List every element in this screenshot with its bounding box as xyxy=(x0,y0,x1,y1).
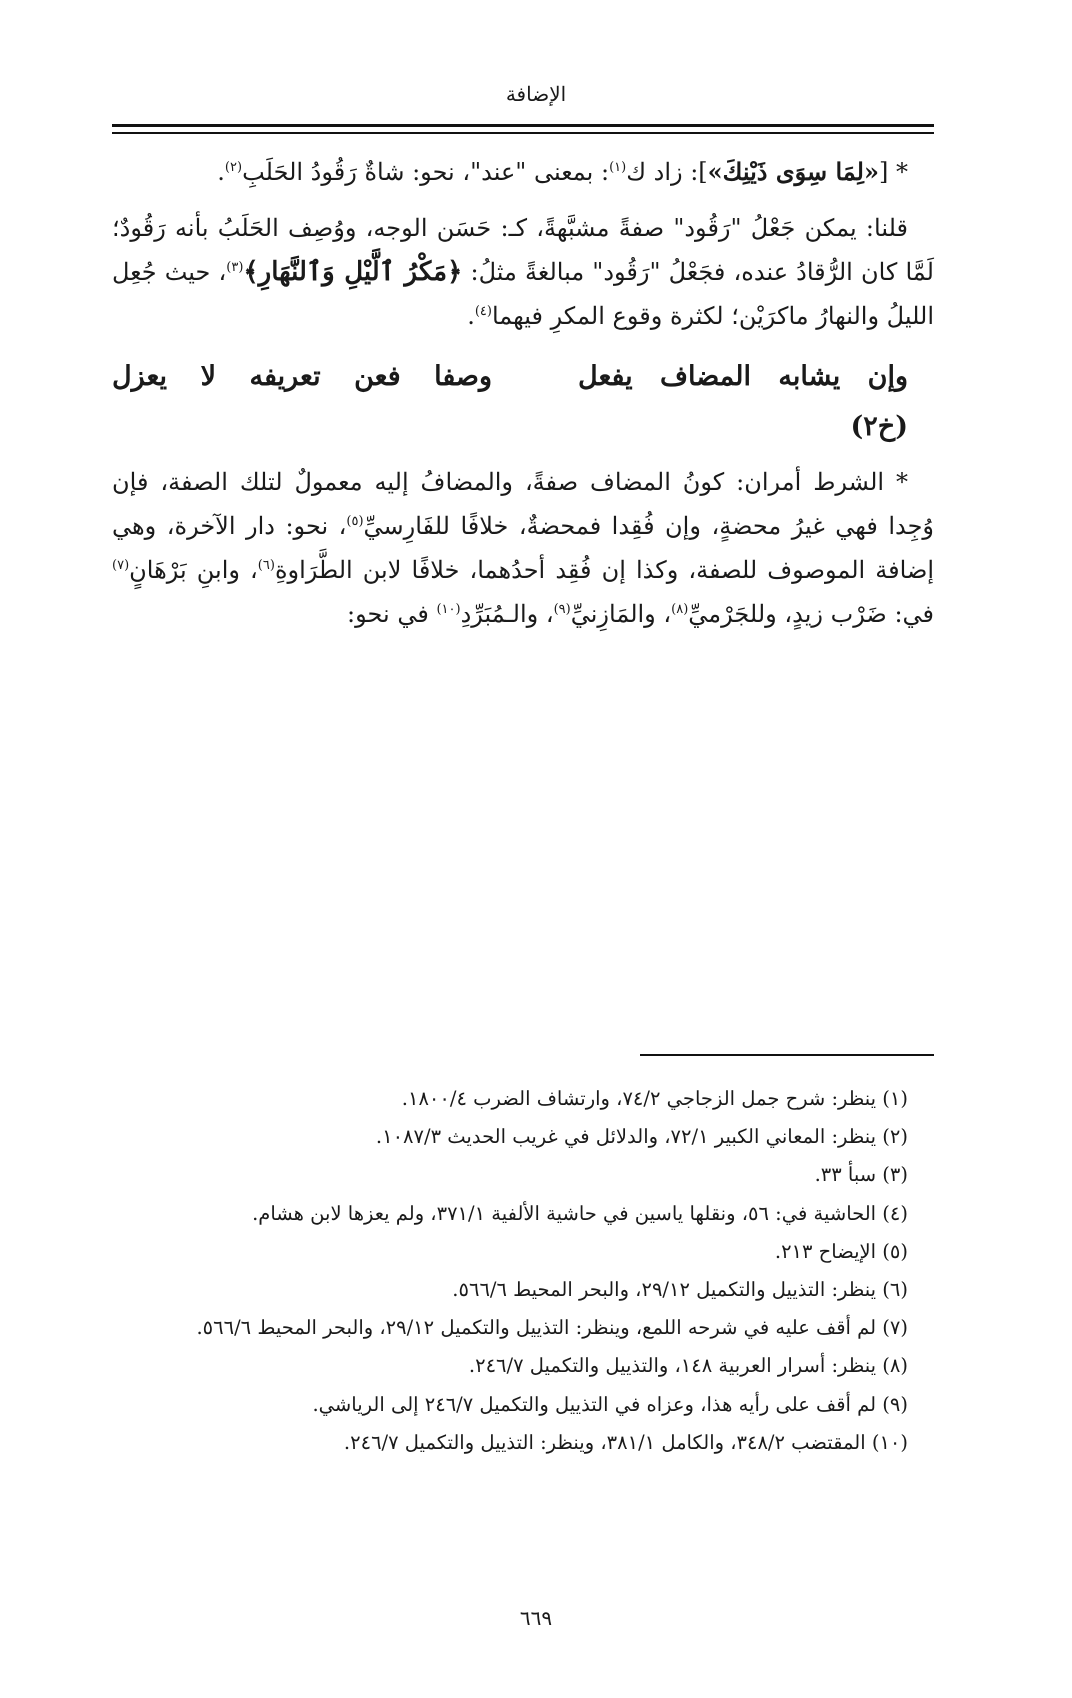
footnote-ref-1[interactable]: (١) xyxy=(609,160,627,175)
poetry-word: وإن xyxy=(867,361,908,392)
p2-text-b: ، حيث جُعِل الليلُ والنهارُ ماكرَيْن؛ لكثرة وقوع المكرِ فيهما xyxy=(112,258,934,330)
p3-text-g: في نحو: xyxy=(347,600,437,628)
poetry-word: لا xyxy=(200,361,216,392)
poetry-verse xyxy=(112,352,934,452)
poetry-word: يشابه xyxy=(778,361,841,392)
paragraph-3 xyxy=(112,460,934,636)
p1-star: * [ xyxy=(879,158,908,186)
p3-text-e: ، والمَازِنيِّ xyxy=(570,600,672,628)
poetry-word: يفعل xyxy=(578,361,633,392)
footnote-ref-10[interactable]: (١٠) xyxy=(436,602,461,617)
footnote-ref-9[interactable]: (٩) xyxy=(553,602,571,617)
poetry-hemistich-second xyxy=(112,352,492,402)
poetry-line xyxy=(112,352,934,402)
p1-text-end: . xyxy=(217,158,225,186)
page-number: ٦٦٩ xyxy=(519,1606,553,1630)
p2-text-a: قلنا: يمكن جَعْلُ "رَقُود" صفةً مشبَّهةً، كـ: حَسَن الوجه، ووُصِف الحَلَبُ بأنه رَقُودٌ؛ لَمَّا كان الرُّقادُ عنده، فجَعْلُ "رَقُود" مبالغةً مثلُ: xyxy=(112,214,934,286)
paragraph-2 xyxy=(112,206,934,338)
footnote-6: (٦) ينظر: التذييل والتكميل ٢٩/١٢، والبحر المحيط ٥٦٦/٦. xyxy=(452,1278,908,1302)
footnote-ref-7[interactable]: (٧) xyxy=(112,558,130,573)
running-header: الإضافة xyxy=(505,82,567,106)
footnote-4: (٤) الحاشية في: ٥٦، ونقلها ياسين في حاشية الألفية ٣٧١/١، ولم يعزها لابن هشام. xyxy=(252,1201,908,1225)
footnote-ref-3[interactable]: (٣) xyxy=(226,260,244,275)
poetry-word: وصفا xyxy=(434,361,492,392)
p3-text-d: في: ضَرْب زيدٍ، وللجَرْميِّ xyxy=(688,600,934,628)
p3-text-f: ، والـمُبَرِّدِ xyxy=(460,600,554,628)
paragraph-1 xyxy=(112,150,934,194)
footnote-9: (٩) لم أقف على رأيه هذا، وعزاه في التذييل والتكميل ٢٤٦/٧ إلى الرياشي. xyxy=(312,1392,908,1416)
footnote-2: (٢) ينظر: المعاني الكبير ٧٢/١، والدلائل في غريب الحديث ١٠٨٧/٣. xyxy=(375,1125,908,1149)
p3-text-c: ، وابنِ بَرْهَانٍ xyxy=(129,556,258,584)
footnote-ref-8[interactable]: (٨) xyxy=(671,602,689,617)
footnote-ref-4[interactable]: (٤) xyxy=(474,304,492,319)
p1-text-a: ]: زاد ك xyxy=(626,158,708,186)
footnote-5: (٥) الإيضاح ٢١٣. xyxy=(774,1239,908,1263)
poetry-word: يعزل xyxy=(112,361,168,392)
header-rule-thick xyxy=(112,124,934,127)
footnote-8: (٨) ينظر: أسرار العربية ١٤٨، والتذييل والتكميل ٢٤٦/٧. xyxy=(468,1354,908,1378)
p1-text-b: : بمعنى "عند"، نحو: شاةٌ رَقُودُ الحَلَبِ xyxy=(242,158,610,186)
footnote-7: (٧) لم أقف عليه في شرحه اللمع، وينظر: التذييل والتكميل ٢٩/١٢، والبحر المحيط ٥٦٦/٦. xyxy=(196,1316,908,1340)
footnote-separator xyxy=(640,1054,934,1056)
header-rule-thin xyxy=(112,132,934,134)
quran-verse: ﴿مَكْرُ ٱلَّيْلِ وَٱلنَّهَارِ﴾ xyxy=(243,257,463,287)
poetry-hemistich-first xyxy=(578,352,908,402)
footnote-ref-2[interactable]: (٢) xyxy=(224,160,243,175)
poetry-word: المضاف xyxy=(660,361,752,392)
footnote-1: (١) ينظر: شرح جمل الزجاجي ٧٤/٢، وارتشاف الضرب ١٨٠٠/٤. xyxy=(401,1087,908,1110)
footnote-ref-6[interactable]: (٦) xyxy=(257,558,275,573)
poetry-source-ref: (خ٢) xyxy=(850,411,908,442)
poetry-word: فعن xyxy=(354,361,401,392)
p2-text-c: . xyxy=(467,302,475,330)
footnote-ref-5[interactable]: (٥) xyxy=(346,514,364,529)
p1-quoted-phrase: «لِمَا سِوَى ذَيْنِكَ» xyxy=(707,157,879,186)
main-text xyxy=(112,150,934,648)
p3-text-a: * الشرط أمران: كونُ المضاف صفةً، والمضافُ إليه معمولٌ لتلك الصفة، فإن وُجِدا فهي غيرُ محضةٍ، وإن فُقِدا فمحضةٌ، خلافًا للفَارِسيِّ xyxy=(112,468,935,540)
poetry-word: تعريفه xyxy=(249,361,321,392)
footnote-3: (٣) سبأ ٣٣. xyxy=(814,1163,908,1187)
footnote-10: (١٠) المقتضب ٣٤٨/٢، والكامل ٣٨١/١، وينظر: التذييل والتكميل ٢٤٦/٧. xyxy=(343,1430,908,1454)
footnotes xyxy=(112,1080,934,1462)
p3-text-b: ، نحو: دار الآخرة، وهي إضافة الموصوف للصفة، وكذا إن فُقِد أحدُهما، خلافًا لابن الطَّرَاوةِ xyxy=(112,512,934,584)
